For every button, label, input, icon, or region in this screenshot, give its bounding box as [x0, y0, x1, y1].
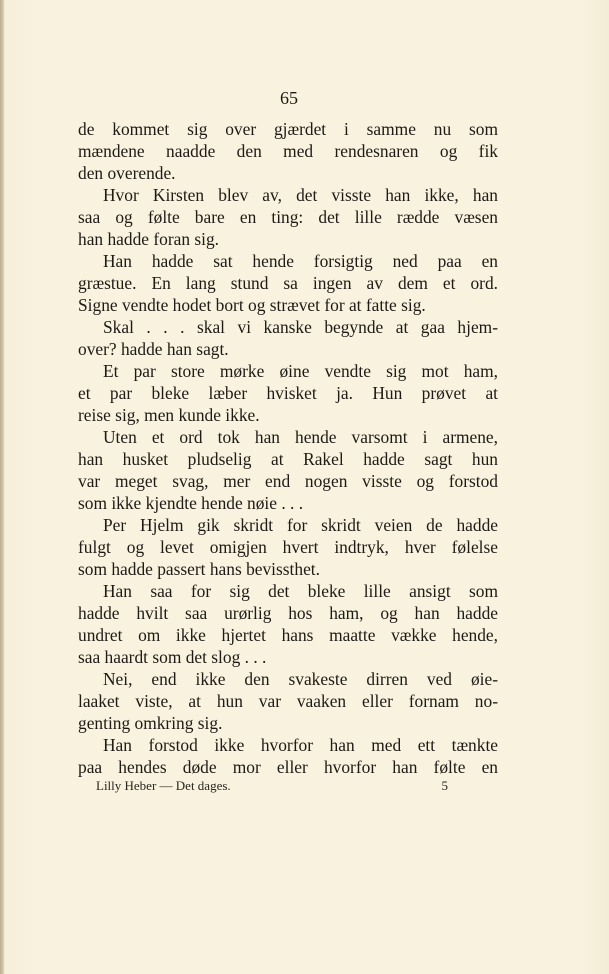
text-line: han husket pludselig at Rakel hadde sagt hun [78, 449, 498, 469]
page-spine-edge [0, 0, 4, 974]
body-text [78, 118, 498, 778]
text-line: undret om ikke hjertet hans maatte vække hende, [78, 625, 498, 645]
text-line: Han hadde sat hende forsigtig ned paa en [103, 251, 498, 271]
text-line: de kommet sig over gjærdet i samme nu som [78, 119, 498, 139]
text-line: var meget svag, mer end nogen visste og forstod [78, 471, 498, 491]
text-line: Per Hjelm gik skridt for skridt veien de hadde [103, 515, 498, 535]
text-line: Nei, end ikke den svakeste dirren ved øie- [103, 669, 498, 689]
text-line: hadde hvilt saa urørlig hos ham, og han hadde [78, 603, 498, 623]
text-line: Han forstod ikke hvorfor han med ett tænkte [103, 735, 498, 755]
text-line: Et par store mørke øine vendte sig mot ham, [103, 361, 498, 381]
text-line: Skal . . . skal vi kanske begynde at gaa hjem- [103, 317, 498, 337]
page-number: 65 [280, 88, 298, 108]
text-line: saa haardt som det slog . . . [78, 647, 267, 667]
text-line: mændene naadde den med rendesnaren og fik [78, 141, 498, 161]
text-line: Signe vendte hodet bort og strævet for at fatte sig. [78, 295, 426, 315]
text-line: saa og følte bare en ting: det lille rædde væsen [78, 207, 498, 227]
text-line: reise sig, men kunde ikke. [78, 405, 260, 425]
footer-signature-mark: 5 [441, 778, 448, 793]
text-line: han hadde foran sig. [78, 229, 220, 249]
text-line: fulgt og levet omigjen hvert indtryk, hver følelse [78, 537, 498, 557]
text-line: som ikke kjendte hende nøie . . . [78, 493, 304, 513]
text-line: græstue. En lang stund sa ingen av dem et ord. [78, 273, 498, 293]
text-line: Han saa for sig det bleke lille ansigt som [103, 581, 498, 601]
text-line: Uten et ord tok han hende varsomt i armene, [103, 427, 498, 447]
text-line: paa hendes døde mor eller hvorfor han følte en [78, 757, 498, 777]
text-line: laaket viste, at hun var vaaken eller fornam no- [78, 691, 498, 711]
text-line: over? hadde han sagt. [78, 339, 229, 359]
text-line: den overende. [78, 163, 176, 183]
text-line: genting omkring sig. [78, 713, 223, 733]
text-line: Hvor Kirsten blev av, det visste han ikke, han [103, 185, 498, 205]
text-line: et par bleke læber hvisket ja. Hun prøvet at [78, 383, 498, 403]
footer-signature-title: Lilly Heber — Det dages. [96, 778, 231, 793]
text-line: som hadde passert hans bevissthet. [78, 559, 320, 579]
